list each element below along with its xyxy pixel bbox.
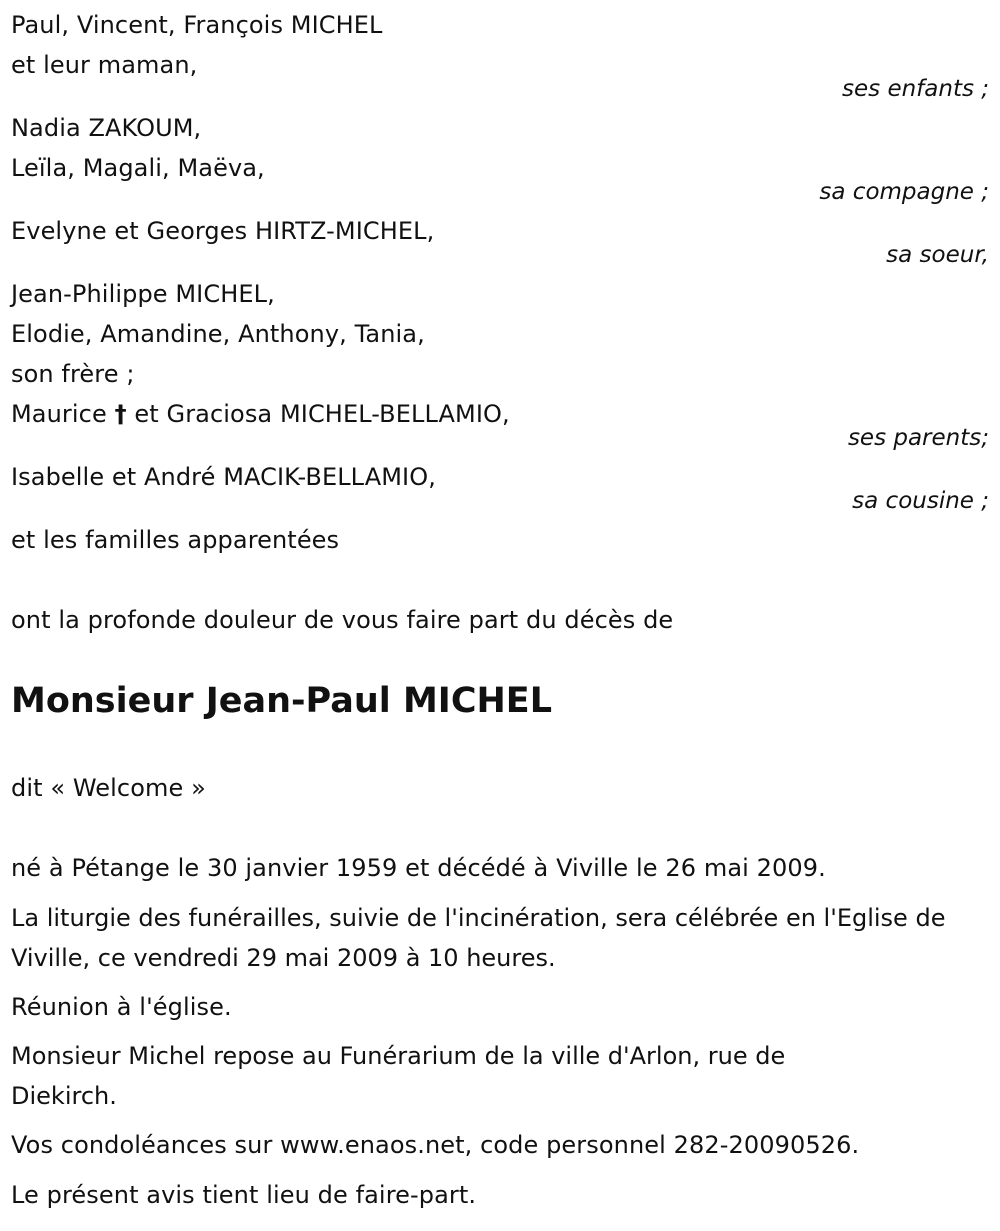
meeting-info: Réunion à l'église. [11, 993, 232, 1021]
father-name: Maurice [11, 400, 107, 428]
parents-role: ses parents; [847, 425, 989, 451]
notice-info: Le présent avis tient lieu de faire-part. [11, 1181, 477, 1209]
sister-names: Evelyne et Georges HIRTZ-MICHEL, [11, 217, 435, 245]
children-mother: et leur maman, [11, 51, 198, 79]
children-names: Paul, Vincent, François MICHEL [11, 11, 383, 39]
rest-place-info: Monsieur Michel repose au Funérarium de la ville d'Arlon, rue de Diekirch. [11, 1042, 786, 1110]
birth-death-info: né à Pétange le 30 janvier 1959 et décédé à Viville le 26 mai 2009. [11, 854, 826, 882]
cousin-names: Isabelle et André MACIK-BELLAMIO, [11, 463, 436, 491]
parents-names [11, 399, 510, 429]
children-role: ses enfants ; [842, 76, 989, 102]
funeral-info: La liturgie des funérailles, suivie de l'incinération, sera célébrée en l'Eglise de Viville, ce vendredi 29 mai 2009 à 10 heures. [11, 904, 946, 972]
brother-role: son frère ; [11, 360, 135, 388]
condolences-info: Vos condoléances sur www.enaos.net, code personnel 282-20090526. [11, 1131, 860, 1159]
announcement-intro: ont la profonde douleur de vous faire part du décès de [11, 606, 674, 634]
partner-children: Leïla, Magali, Maëva, [11, 154, 265, 182]
sister-role: sa soeur, [886, 242, 989, 268]
partner-name: Nadia ZAKOUM, [11, 114, 202, 142]
deceased-nickname: dit « Welcome » [11, 774, 206, 802]
deceased-name: Monsieur Jean-Paul MICHEL [11, 681, 553, 721]
related-families: et les familles apparentées [11, 526, 340, 554]
partner-role: sa compagne ; [819, 179, 989, 205]
brother-children: Elodie, Amandine, Anthony, Tania, [11, 320, 425, 348]
cross-icon: † [114, 400, 127, 428]
mother-name: et Graciosa MICHEL-BELLAMIO, [134, 400, 510, 428]
cousin-role: sa cousine ; [852, 488, 989, 514]
brother-name: Jean-Philippe MICHEL, [11, 280, 275, 308]
